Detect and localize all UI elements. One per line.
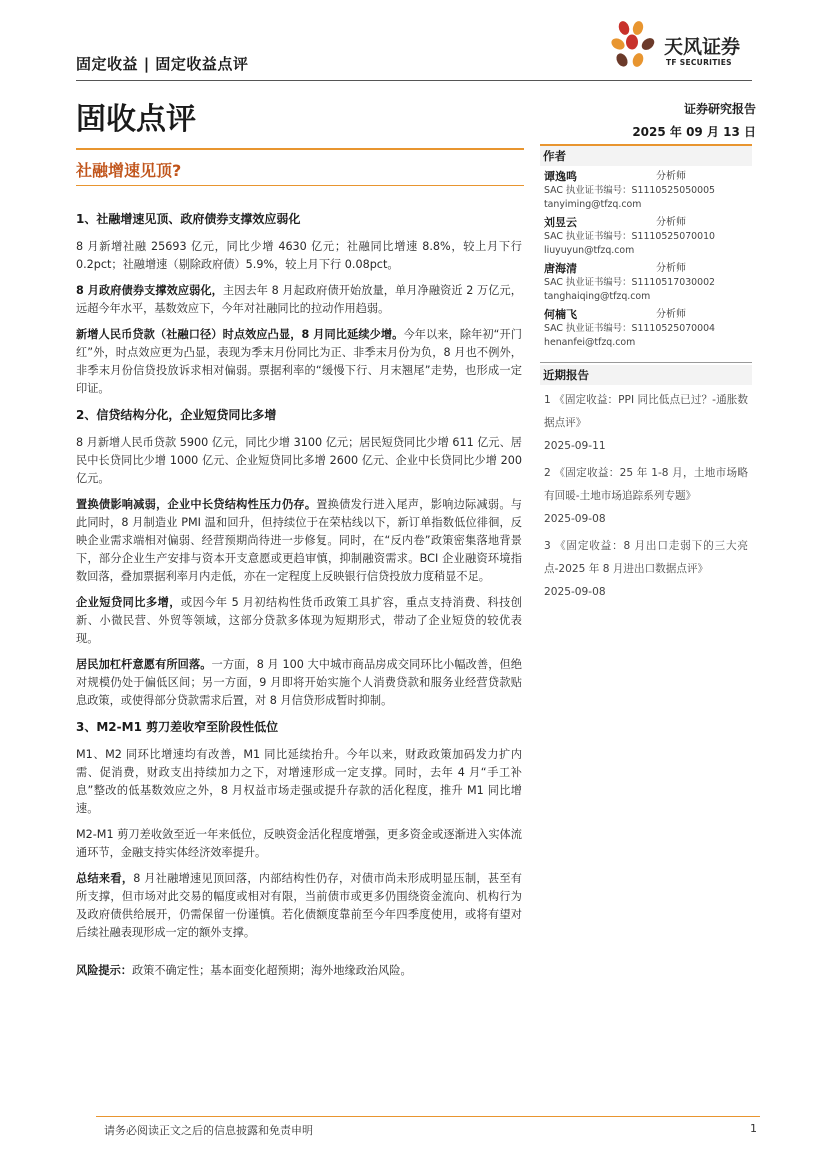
title-divider xyxy=(76,148,524,150)
author-card xyxy=(540,169,752,212)
recent-divider xyxy=(540,362,752,363)
brand-logo xyxy=(610,18,760,78)
author-email[interactable]: henanfei@tfzq.com xyxy=(544,337,636,348)
paragraph-lead: 新增人民币贷款（社融口径）时点效应凸显，8 月同比延续少增。 xyxy=(76,328,404,341)
page-number: 1 xyxy=(750,1122,757,1135)
paragraph-text: 一方面，8 月 100 大中城市商品房成交同环比小幅改善，但绝对规模仍处于偏低区间；另一方面，9 月即将开始实施个人消费贷款和服务业经营贷款贴息政策，或使得部分贷款需求后置，对 8 月信贷形成暂时抑制。 xyxy=(76,658,522,707)
risk-warning xyxy=(76,962,522,980)
recent-report-date: 2025-09-08 xyxy=(544,586,606,598)
author-cert: SAC 执业证书编号：S1110525050005 xyxy=(544,185,716,196)
author-name: 何楠飞 xyxy=(544,308,577,321)
author-card xyxy=(540,261,752,304)
paragraph xyxy=(76,656,522,710)
author-name: 唐海清 xyxy=(544,262,577,275)
recent-reports-heading: 近期报告 xyxy=(540,365,752,385)
recent-report-title[interactable]: 1 《固定收益：PPI 同比低点已过？-通胀数据点评》 xyxy=(544,394,748,429)
report-category: 固定收益 | 固定收益点评 xyxy=(76,55,249,73)
paragraph xyxy=(76,496,522,586)
author-cert: SAC 执业证书编号：S1110517030002 xyxy=(544,277,716,288)
author-email[interactable]: tanghaiqing@tfzq.com xyxy=(544,291,651,302)
paragraph: M1、M2 同环比增速均有改善，M1 同比延续抬升。今年以来，财政政策加码发力扩内需、促消费，财政支出持续加力之下，对增速形成一定支撑。同时，去年 4 月“手工补息”整改的低基数效应之外，8 月权益市场走强或提升存款的活化程度，推升 M1 同比增速。 xyxy=(76,748,522,815)
paragraph-text: 或因今年 5 月初结构性货币政策工具扩容，重点支持消费、科技创新、小微民营、外贸等领域，这部分贷款多体现为短期形式，带动了企业短贷的较优表现。 xyxy=(76,596,522,645)
recent-report-date: 2025-09-11 xyxy=(544,440,606,452)
risk-lead: 风险提示： xyxy=(76,964,132,977)
title-underline xyxy=(76,185,524,186)
paragraph-lead: 置换债影响减弱，企业中长贷结构性压力仍存。 xyxy=(76,498,317,511)
paragraph-lead: 企业短贷同比多增， xyxy=(76,596,181,609)
section-heading: 1、社融增速见顶、政府债券支撑效应弱化 xyxy=(76,212,301,226)
author-email[interactable]: liuyuyun@tfzq.com xyxy=(544,245,635,256)
paragraph xyxy=(76,594,522,648)
authors-heading: 作者 xyxy=(540,146,752,166)
paragraph xyxy=(76,326,522,398)
doc-type-title: 固收点评 xyxy=(76,102,196,137)
author-email[interactable]: tanyiming@tfzq.com xyxy=(544,199,642,210)
paragraph-text: 主因去年 8 月起政府债开始放量，单月净融资近 2 万亿元，远超今年水平，基数效应下，今年对社融同比的拉动作用趋弱。 xyxy=(76,284,522,315)
risk-text: 政策不确定性；基本面变化超预期；海外地缘政治风险。 xyxy=(131,964,412,977)
author-title: 分析师 xyxy=(656,309,686,320)
paragraph: 8 月新增人民币贷款 5900 亿元，同比少增 3100 亿元；居民短贷同比少增 611 亿元、居民中长贷同比少增 1000 亿元、企业短贷同比多增 2600 亿元、企业中长贷同比少增 200 亿元。 xyxy=(76,436,522,485)
logo-mark-icon xyxy=(610,18,662,76)
author-title: 分析师 xyxy=(656,171,686,182)
paragraph-text: 8 月社融增速见顶回落，内部结构性仍存，对债市尚未形成明显压制，甚至有所支撑，但市场对此交易的幅度或相对有限，当前债市或更多仍围绕资金流向、机构行为及政府债供给展开，仍需保留一份谨慎。若化债额度靠前至今年四季度使用，或将有望对后续社融表现形成一定的额外支撑。 xyxy=(76,872,522,939)
report-kind: 证券研究报告 xyxy=(683,102,756,116)
author-title: 分析师 xyxy=(656,217,686,228)
report-date: 2025 年 09 月 13 日 xyxy=(632,125,756,139)
paragraph-lead: 居民加杠杆意愿有所回落。 xyxy=(76,658,212,671)
paragraph xyxy=(76,282,522,318)
recent-report-item[interactable] xyxy=(540,535,752,604)
author-cert: SAC 执业证书编号：S1110525070010 xyxy=(544,231,716,242)
report-title: 社融增速见顶? xyxy=(76,161,182,180)
author-cert: SAC 执业证书编号：S1110525070004 xyxy=(544,323,716,334)
recent-report-title[interactable]: 3 《固定收益：8 月出口走弱下的三大亮点-2025 年 8 月进出口数据点评》 xyxy=(544,540,748,575)
brand-name-cn: 天风证券 xyxy=(664,36,741,58)
brand-name-en: TF SECURITIES xyxy=(666,58,732,67)
recent-report-date: 2025-09-08 xyxy=(544,513,606,525)
header-divider xyxy=(76,80,752,81)
paragraph-text: 今年以来，除年初“开门红”外，时点效应更为凸显，表现为季末月份同比为正、非季末月份为负，8 月也不例外，非季末月份信贷投放诉求相对偏弱。票据利率的“缓慢下行、月末翘尾”走势，也形成一定印证。 xyxy=(76,328,522,395)
author-card xyxy=(540,215,752,258)
recent-report-title[interactable]: 2 《固定收益：25 年 1-8 月，土地市场略有回暖-土地市场追踪系列专题》 xyxy=(544,467,748,502)
author-card xyxy=(540,307,752,350)
recent-report-item[interactable] xyxy=(540,389,752,458)
sidebar xyxy=(540,146,752,604)
footer-disclaimer: 请务必阅读正文之后的信息披露和免责申明 xyxy=(104,1124,313,1137)
paragraph-text: 置换债发行进入尾声，影响边际减弱。与此同时，8 月制造业 PMI 温和回升，但持续位于在荣枯线以下，新订单指数低位徘徊，反映企业需求端相对偏弱、经营预期尚待进一步修复。同时，在“反内卷”政策密集落地背景下，部分企业生产安排与资本开支意愿或更趋审慎，抑制融资需求。BCI 企业融资环境指数回落，叠加票据利率月内走低，亦在一定程度上反映银行信贷投放力度稍显不足。 xyxy=(76,498,522,583)
paragraph: M2-M1 剪刀差收敛至近一年来低位，反映资金活化程度增强，更多资金或逐渐进入实体流通环节，金融支持实体经济效率提升。 xyxy=(76,828,522,859)
section-heading: 2、信贷结构分化，企业短贷同比多增 xyxy=(76,408,277,422)
author-name: 谭逸鸣 xyxy=(544,170,577,183)
recent-report-item[interactable] xyxy=(540,462,752,531)
section-heading: 3、M2-M1 剪刀差收窄至阶段性低位 xyxy=(76,720,279,734)
author-title: 分析师 xyxy=(656,263,686,274)
paragraph: 8 月新增社融 25693 亿元，同比少增 4630 亿元；社融同比增速 8.8%，较上月下行 0.2pct；社融增速（剔除政府债）5.9%，较上月下行 0.08pct。 xyxy=(76,240,522,271)
footer-divider xyxy=(96,1116,760,1117)
paragraph-lead: 总结来看， xyxy=(76,872,134,885)
author-name: 刘昱云 xyxy=(544,216,577,229)
paragraph xyxy=(76,870,522,942)
paragraph-lead: 8 月政府债券支撑效应弱化， xyxy=(76,284,223,297)
report-body xyxy=(76,210,522,988)
